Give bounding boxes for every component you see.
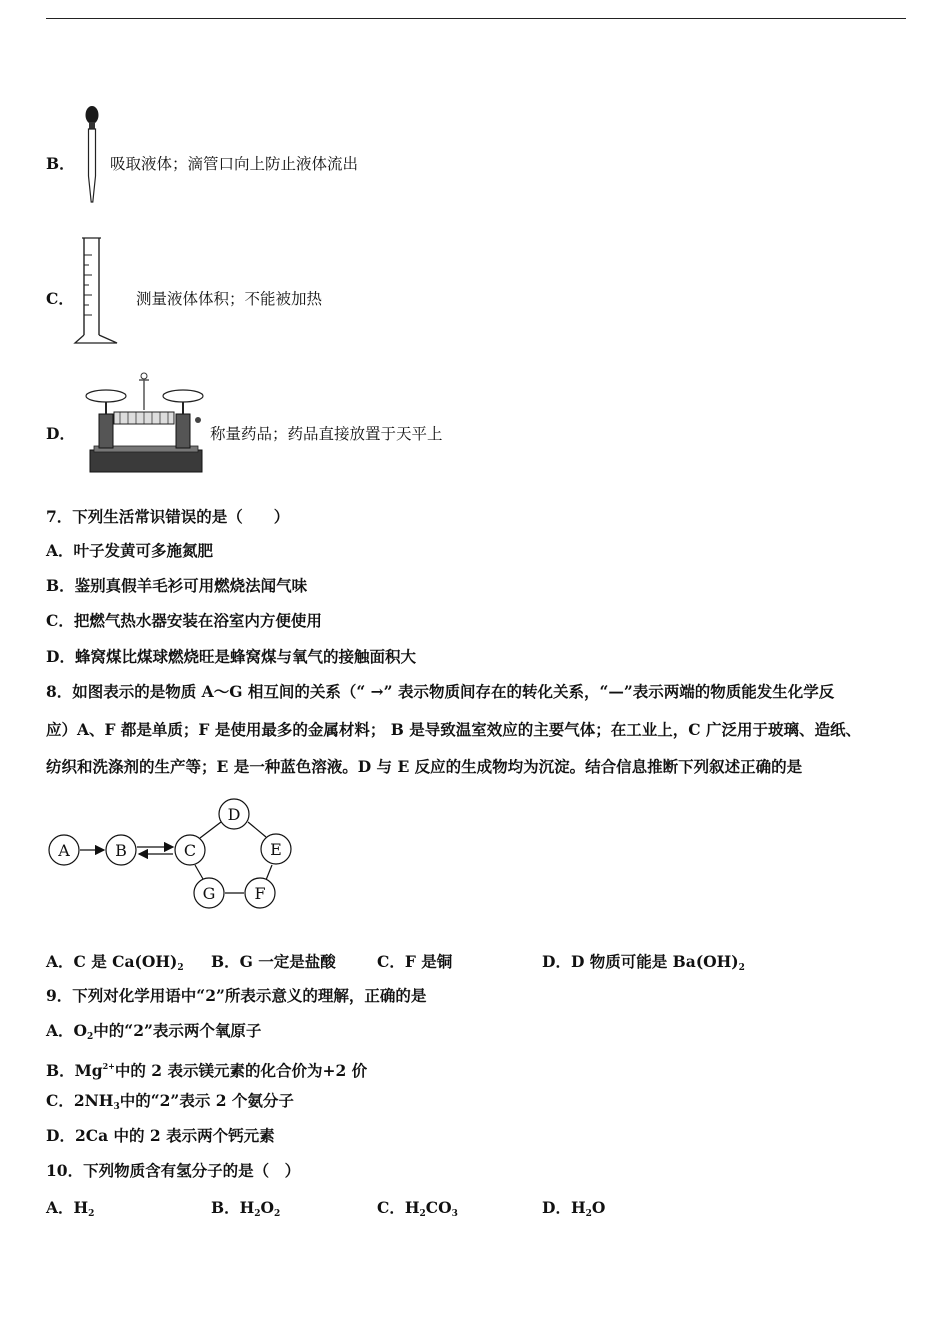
q9-option-c: C．$2NH_3$中的“2”表示 2 个氨分子 (46, 1091, 294, 1112)
node-d: D (227, 805, 241, 824)
graduated-cylinder-icon (72, 235, 122, 347)
q8-option-d: D．D 物质可能是 $Ba(OH)_2$ (542, 952, 745, 973)
q9-stem: 9．下列对化学用语中“2”所表示意义的理解，正确的是 (46, 986, 427, 1005)
link-c-d (200, 822, 221, 838)
q9-option-b: B．$Mg^{2+}$中的 2 表示镁元素的化合价为+2 价 (46, 1061, 368, 1080)
node-e: E (270, 840, 282, 859)
q7-option-a: A．叶子发黄可多施氮肥 (46, 541, 214, 560)
q7-option-d: D．蜂窝煤比煤球燃烧旺是蜂窝煤与氧气的接触面积大 (46, 647, 416, 666)
q10-option-d: D．$H_2O$ (542, 1198, 606, 1219)
q8-stem-line-2: 应）A、F 都是单质；F 是使用最多的金属材料； B 是导致温室效应的主要气体；在工业上，C 广泛用于玻璃、造纸、 (46, 720, 861, 739)
q9-option-d: D．2Ca 中的 2 表示两个钙元素 (46, 1126, 275, 1145)
header-rule (46, 18, 906, 19)
q9-option-a: A．$O_2$中的“2”表示两个氧原子 (46, 1021, 262, 1042)
balance-scale-icon (84, 370, 206, 476)
q10-stem: 10．下列物质含有氢分子的是（ ） (46, 1161, 301, 1180)
q10-option-c: C．$H_2CO_3$ (377, 1198, 458, 1219)
q7-option-c: C．把燃气热水器安装在浴室内方便使用 (46, 611, 322, 630)
link-c-g (195, 865, 203, 879)
link-e-f (266, 865, 272, 880)
node-a: A (58, 841, 70, 860)
node-c: C (183, 841, 197, 860)
node-g: G (202, 884, 216, 903)
q8-option-c: C．F 是铜 (377, 952, 453, 971)
q6-option-b-label: B． (46, 154, 75, 173)
q6-option-b-text: 吸取液体；滴管口向上防止液体流出 (110, 155, 359, 173)
q8-option-a: A．C 是 $Ca(OH)_2$ (46, 952, 184, 973)
q10-option-b: B．$H_2O_2$ (211, 1198, 281, 1219)
q8-stem-line-1: 8．如图表示的是物质 A～G 相互间的关系（“ →” 表示物质间存在的转化关系，“—”表示两端的物质能发生化学反 (46, 682, 835, 701)
q8-option-b: B．G 一定是盐酸 (211, 952, 336, 971)
link-d-e (248, 822, 266, 837)
q8-relation-diagram (40, 795, 310, 920)
q7-stem: 7．下列生活常识错误的是（ ） (46, 507, 290, 526)
node-b: B (115, 841, 127, 860)
q6-option-d-text: 称量药品；药品直接放置于天平上 (210, 425, 443, 443)
q8-stem-line-3: 纺织和洗涤剂的生产等；E 是一种蓝色溶液。D 与 E 反应的生成物均为沉淀。结合信息推断下列叙述正确的是 (46, 757, 803, 776)
q6-option-d-label: D． (46, 424, 75, 443)
q6-option-c-label: C． (46, 289, 74, 308)
node-f: F (254, 884, 266, 903)
q10-option-a: A．$H_2$ (46, 1198, 95, 1219)
q6-option-c-text: 测量液体体积；不能被加热 (136, 290, 323, 308)
q7-option-b: B．鉴别真假羊毛衫可用燃烧法闻气味 (46, 576, 308, 595)
dropper-icon (80, 104, 104, 206)
